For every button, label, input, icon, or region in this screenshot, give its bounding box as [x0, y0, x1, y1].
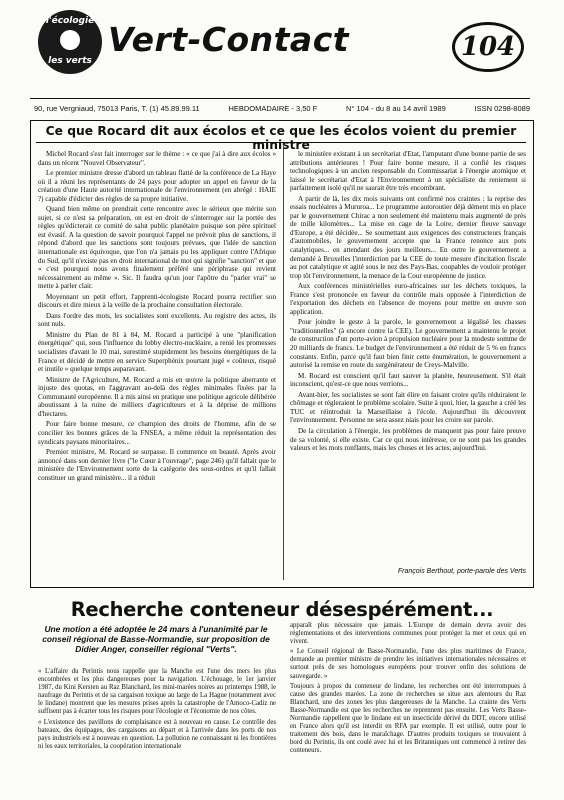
article-1-headline: Ce que Rocard dit aux écolos et ce que les écolos voient du premier ministre: [45, 124, 517, 152]
article-1-left-column: [38, 150, 276, 484]
divider: [30, 98, 530, 99]
paragraph: De la circulation à l'énergie, les problèmes de manquent pas pour faire preuve de sa volonté, si elle existe. Car ce qui nous intéresse, ce ne sont pas les grandes valeurs et les mots ronflants, mais les choses et les actes, aujourd'hui.: [290, 426, 526, 453]
paragraph: Aux conférences ministérielles euro-africaines sur les déchets toxiques, la France s'est prononcée en faveur du contrôle mais opposée à l'interdiction de l'exportation des déchets en l'absence de moyens pour mettre en œuvre son application.: [290, 282, 526, 316]
sun-icon: [60, 30, 80, 50]
paragraph: Pour faire bonne mesure, ce champion des droits de l'homme, afin de se concilier les bonnes grâces de la FNSEA, a même réduit la représentation des syndicats paysans minoritaires...: [38, 420, 276, 446]
article-1-right-column: [290, 150, 526, 455]
paragraph: Dans l'ordre des mots, les socialistes sont excellents. Au registre des actes, ils sont nuls.: [38, 311, 276, 329]
logo: [38, 10, 102, 74]
paragraph: « Le Conseil régional de Basse-Normandie, l'une des plus maritimes de France, demande au premier ministre de prendre les initiatives internationales nécessaires et surtout près de ses homologues européens pour trouver enfin des solutions de sauvegarde. »: [290, 648, 526, 680]
divider: [36, 142, 526, 143]
address: 90, rue Vergniaud, 75013 Paris, T. (1) 45.89.99.11: [34, 104, 200, 113]
masthead-title: Vert-Contact: [108, 20, 350, 59]
paragraph: M. Rocard est conscient qu'il faut sauver la planète, heureusement. S'il était inconscient, qu'est-ce que nous verrions...: [290, 371, 526, 389]
frequency-price: HEBDOMADAIRE - 3,50 F: [228, 104, 318, 113]
paragraph: Ministre de l'Agriculture, M. Rocard a mis en œuvre la politique aberrante et injuste des quotas, en l'aggravant au-delà des règles minimales fixées par la Communauté européenne. Il a mis ainsi en pratique une politique agricole délibérée aboutissant à la ruine de milliers d'agriculteurs et à la déprise de millions d'hectares.: [38, 375, 276, 418]
article-2-headline: Recherche conteneur désespérément...: [70, 598, 494, 621]
issue-dates: N° 104 - du 8 au 14 avril 1989: [346, 104, 446, 113]
logo-text-bottom: les verts: [48, 56, 92, 66]
issue-number: 104: [452, 22, 524, 72]
paragraph: Avant-hier, les socialistes se sont fait élire en faisant croire qu'ils réduiraient le chômage et régleraient le problème scolaire. Suite à quoi, hier, la gauche a créé les TUC et réintroduit la Marseillaise à l'école. Aujourd'hui ils découvrent l'environnement. Personne ne sera assez niais pour les croire sur parole.: [290, 390, 526, 425]
paragraph: Michel Rocard s'est fait interroger sur le thème : « ce que j'ai à dire aux écolos » dans un récent "Nouvel Observateur".: [38, 150, 276, 167]
paragraph: « L'affaire du Perintis nous rappelle que la Manche est l'une des mers les plus encombrées et les plus dangereuses pour la navigation. L'échouage, le 1er janvier 1987, du Kini Kersten au Raz Blanchard, les mini-marées noires au printemps 1988, le naufrage du Perintis et de sa cargaison toxique au large de La Hague (notamment avec le lindane) montrent que les mesures prises après la catastrophe de l'Amoco-Cadiz ne suffisent pas à écarter tous les risques pour l'écologie et l'économie de nos côtes.: [38, 668, 276, 716]
article-2-lead: Une motion a été adoptée le 24 mars à l'unanimité par le conseil régional de Basse-Normandie, sur proposition de Didier Anger, conseiller régional "Verts".: [42, 624, 270, 654]
paragraph: Premier ministre, M. Rocard se surpasse. Il commence en beauté. Après avoir annoncé dans son dernier livre ("le Cœur à l'ouvrage", page 246) qu'il fallait que le ministère de l'Environnement sorte de la catégorie des sous-ordres et qu'il fallait constituer un grand ministère... il a réduit: [38, 448, 276, 482]
paragraph: Le premier ministre dresse d'abord un tableau flatté de la conférence de La Haye où il a réuni les représentants de 24 pays pour adopter un appel en faveur de la création d'une Haute autorité internationale de l'environnement (en abrégé : HAIE ?) capable d'édicter des règles de sa propre initiative.: [38, 169, 276, 203]
paragraph: Moyennant un petit effort, l'apprenti-écologiste Rocard pourra rectifier son discours et dire mieux à la veille de la prochaine consultation électorale.: [38, 292, 276, 310]
article-2-right-column: [290, 622, 526, 758]
paragraph: Pour joindre le geste à la parole, le gouvernement a légalisé les chasses "traditionnelles" (à encore contre la CEE). Le gouvernement a maintenu le projet de construction d'un porte-avion à propulsion nucléaire pour la modeste somme de 20 milliards de francs. Le budget de l'environnement a été réduit de 5 % en francs constants. Enfin, parce qu'il faut bien finir cette énumération, le gouvernement a autorisé la remise en route du surgénérateur de Creys-Malville.: [290, 318, 526, 370]
issn: ISSN 0298-8089: [474, 104, 530, 113]
paragraph: le ministère existant à un secrétariat d'Etat, l'amputant d'une bonne partie de ses attributions antérieures ! Pour faire bonne mesure, il a confié les risques technologiques à un ancien responsable du Commissariat à l'énergie atomique et laissé le secrétariat d'Etat à l'Environnement à un spécialiste du reniement si parfaitement isolé qu'il ne saurait être très encombrant.: [290, 150, 526, 193]
article-1-signature: François Berthout, porte-parole des Verts: [397, 568, 526, 575]
info-bar: [34, 104, 530, 113]
paragraph: Quand bien même on prendrait cette rencontre avec le sérieux que mérite son sujet, si ce n'est sa préparation, on est en droit de s'interroger sur la portée des règles qu'édicterait ce comité de salut public planétaire puisque son père spirituel est évasif. A la question de savoir pourquoi l'appel ne prévoit plus de sanctions, il répond d'abord que les sanctions sont toujours prévues, que l'idée de sanction internationale est équivoque, que l'on n'a jamais pu les appliquer contre l'Afrique du Sud, qu'il n'existe pas en droit international de mot qui signifie "sanction" et que « c'est pourquoi nous avons finalement préféré une périphrase qui revient nécessairement au même ». Sic. Il faudra qu'un jour l'apôtre du "parler vrai" se mette à parler clair.: [38, 205, 276, 291]
paragraph: « L'existence des pavillons de complaisance est à nouveau en cause. Le contrôle des bateaux, des équipages, des cargaisons au départ et à l'arrivée dans les ports de nos pays industriels est à nouveau en question. La pollution ne connaissant ni les frontières ni les eaux territoriales, la coopération internationale: [38, 718, 276, 750]
paragraph: apparaît plus nécessaire que jamais. L'Europe de demain devra avoir des réglementations et des interventions communes pour protéger la mer et ceux qui en vivent.: [290, 622, 526, 646]
paragraph: Toujours à propos du conteneur de lindane, les recherches ont été interrompues à cause des grandes marées. La zone de recherches se situe aux alentours du Raz Blanchard, une des zones les plus dangereuses de la Manche. La crainte des Verts Basse-Normandie est que les recherches ne reprennent pas ensuite. Les Verts Basse-Normandie rappellent que le lindane est un insecticide dérivé du DDT, encore utilisé en France alors qu'il est interdit en RFA par exemple. Il est utilisé, outre pour le traitement des bois, dans le maraîchage. D'autres produits toxiques se trouvaient à bord du Perintis, ils ont coulé avec lui et les Britanniques ont commencé à retirer des conteneurs.: [290, 682, 526, 755]
paragraph: A partir de là, les dix mois suivants ont confirmé nos craintes : la reprise des essais nucléaires à Mururoa... Le programme autoroutier déjà dément mis en place par le gouvernement Chirac a non seulement été maintenu mais augmenté de près de mille kilomètres... La mise en cage de la Loire, dernier fleuve sauvage d'Europe, a été décidée... Se soumettant aux exigences des constructeurs français d'automobiles, le gouvernement accepte que la France renonce aux pots catalytiques... en attendant des jours meilleurs... En outre le gouvernement a demandé à Bruxelles l'interdiction par la CEE de toute mesure d'incitation fiscale au pot catalytique et agité sous le nez des Pays-Bas, coupables de vouloir protéger trop tôt l'environnement, la menace de la Cour européenne de justice.: [290, 194, 526, 280]
article-2-left-column: [38, 668, 276, 753]
paragraph: Ministre du Plan de 81 à 84, M. Rocard a participé à une "planification énergétique" qui, sous l'influence du lobby électro-nucléaire, a renié les promesses socialistes d'avant le 10 mai, surestimé stupidement les besoins énergétiques de la France et décidé de mettre en service Superphénix pourtant jugé « coûteux, risqué et inutile » quelque temps auparavant.: [38, 330, 276, 374]
column-divider: [283, 146, 284, 580]
logo-text-top: l'écologie: [45, 16, 95, 26]
